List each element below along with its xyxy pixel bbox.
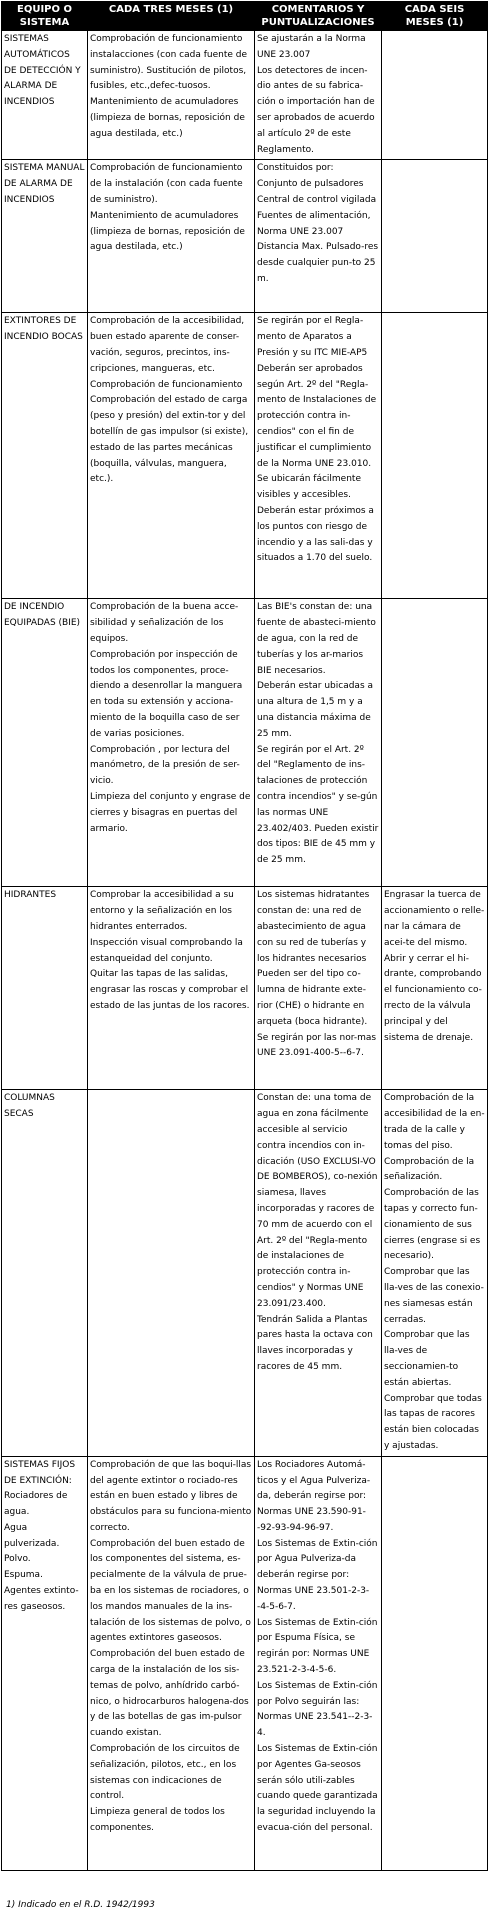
table-row (2, 160, 488, 313)
table-row (2, 1456, 488, 1870)
cell-equipo: EXTINTORES DE INCENDIO BOCAS (2, 313, 88, 599)
table-row (2, 1090, 488, 1456)
cell-tres-meses: Comprobación de la buena acce-sibilidad y señalización de los equipos. Comprobación por inspección de todos los componentes, proce-diendo a desenrollar la manguera en toda su extensión y acciona-miento de la boquilla caso de ser de varias posiciones. Comprobación , por lectura del manómetro, de la presión de ser-vicio. Limpieza del conjunto y engrase de cierres y bisagras en puertas del armario. (88, 599, 255, 887)
cell-tres-meses: Comprobar la accesibilidad a su entorno y la señalización en los hidrantes enterrados. Inspección visual comprobando la estanqueidad del conjunto. Quitar las tapas de las salidas, engrasar las roscas y comprobar el estado de las juntas de los racores. (88, 887, 255, 1090)
cell-comentarios: Constan de: una toma de agua en zona fácilmente accesible al servicio contra incendios con in-dicación (USO EXCLUSI-VO DE BOMBEROS), co-nexión siamesa, llaves incorporadas y racores de 70 mm de acuerdo con el Art. 2º del "Regla-mento de instalaciones de protección contra in-cendios" y Normas UNE 23.091/23.400. Tendrán Salida a Plantas pares hasta la octava con llaves incorporadas y racores de 45 mm. (255, 1090, 382, 1456)
cell-tres-meses (88, 1090, 255, 1456)
cell-seis-meses (382, 1456, 488, 1870)
cell-comentarios: Constituidos por: Conjunto de pulsadores Central de control vigilada Fuentes de alimentación, Norma UNE 23.007 Distancia Max. Pulsado-res desde cualquier pun-to 25 m. (255, 160, 382, 313)
cell-equipo: SISTEMAS FIJOS DE EXTINCIÓN: Rociadores de agua. Agua pulverizada. Polvo. Espuma. Agentes extinto-res gaseosos. (2, 1456, 88, 1870)
table-row (2, 599, 488, 887)
maintenance-table (1, 1, 488, 1871)
header-comentarios: COMENTARIOS Y PUNTUALIZACIONES (255, 2, 382, 31)
table-row (2, 313, 488, 599)
header-cada-tres-meses: CADA TRES MESES (1) (88, 2, 255, 31)
cell-tres-meses: Comprobación de funcionamiento de la instalación (con cada fuente de suministro). Mantenimiento de acumuladores (limpieza de bornas, reposición de agua destilada, etc.) (88, 160, 255, 313)
cell-tres-meses: Comprobación de funcionamiento instalacciones (con cada fuente de suministro). Sustitución de pilotos, fusibles, etc.,defec-tuosos. Mantenimiento de acumuladores (limpieza de bornas, reposición de agua destilada, etc.) (88, 31, 255, 160)
cell-comentarios: Los sistemas hidratantes constan de: una red de abastecimiento de agua con su red de tuberías y los hidrantes necesarios Pueden ser del tipo co-lumna de hidrante exte-rior (CHE) o hidrante en arqueta (boca hidrante). Se regirán por las nor-mas UNE 23.091-400-5--6-7. (255, 887, 382, 1090)
cell-comentarios: Se ajustarán a la Norma UNE 23.007 Los detectores de incen-dio antes de su fabrica-ción o importación han de ser aprobados de acuerdo al artículo 2º de este Reglamento. (255, 31, 382, 160)
header-cada-seis-meses: CADA SEIS MESES (1) (382, 2, 488, 31)
cell-seis-meses: Comprobación de la accesibilidad de la en-trada de la calle y tomas del piso. Comprobación de la señalización. Comprobación de las tapas y correcto fun-cionamiento de sus cierres (engrase si es necesario). Comprobar que las lla-ves de las conexio-nes siamesas están cerradas. Comprobar que las lla-ves de seccionamien-to están abiertas. Comprobar que todas las tapas de racores están bien colocadas y ajustadas. (382, 1090, 488, 1456)
cell-equipo: SISTEMAS AUTOMÁTICOS DE DETECCIÓN Y ALARMA DE INCENDIOS (2, 31, 88, 160)
cell-tres-meses: Comprobación de que las boqui-llas del agente extintor o rociado-res están en buen estado y libres de obstáculos para su funciona-miento correcto. Comprobación del buen estado de los componentes del sistema, es-pecialmente de la válvula de prue-ba en los sistemas de rociadores, o los mandos manuales de la ins-talación de los sistemas de polvo, o agentes extintores gaseosos. Comprobación del buen estado de carga de la instalación de los sis-temas de polvo, anhídrido carbó-nico, o hidrocarburos halogena-dos y de las botellas de gas im-pulsor cuando existan. Comprobación de los circuitos de señalización, pilotos, etc., en los sistemas con indicaciones de control. Limpieza general de todos los componentes. (88, 1456, 255, 1870)
table-row (2, 31, 488, 160)
cell-comentarios: Se regirán por el Regla-mento de Aparatos a Presión y su ITC MIE-AP5 Deberán ser aprobados según Art. 2º del "Regla-mento de Instalaciones de protección contra in-cendios" con el fin de justificar el cumplimiento de la Norma UNE 23.010. Se ubicarán fácilmente visibles y accesibles. Deberán estar próximos a los puntos con riesgo de incendio y a las sali-das y situados a 1.70 del suelo. (255, 313, 382, 599)
cell-seis-meses (382, 599, 488, 887)
cell-tres-meses: Comprobación de la accesibilidad, buen estado aparente de conser-vación, seguros, precintos, ins-cripciones, mangueras, etc. Comprobación de funcionamiento Comprobación del estado de carga (peso y presión) del extin-tor y del botellín de gas impulsor (si existe), estado de las partes mecánicas (boquilla, válvulas, manguera, etc.). (88, 313, 255, 599)
cell-seis-meses (382, 313, 488, 599)
cell-seis-meses (382, 160, 488, 313)
cell-seis-meses (382, 31, 488, 160)
cell-comentarios: Los Rociadores Automá-ticos y el Agua Pulveriza-da, deberán regirse por: Normas UNE 23.590-91--92-93-94-96-97. Los Sistemas de Extin-ción por Agua Pulveriza-da deberán regirse por: Normas UNE 23.501-2-3--4-5-6-7. Los Sistemas de Extin-ción por Espuma Física, se regirán por: Normas UNE 23.521-2-3-4-5-6. Los Sistemas de Extin-ción por Polvo seguirán las: Normas UNE 23.541--2-3-4. Los Sistemas de Extin-ción por Agentes Ga-seosos serán sólo utili-zables cuando quede garantizada la seguridad incluyendo la evacua-ción del personal. (255, 1456, 382, 1870)
table-header-row (2, 2, 488, 31)
table-row (2, 887, 488, 1090)
cell-equipo: HIDRANTES (2, 887, 88, 1090)
header-equipo: EQUIPO O SISTEMA (2, 2, 88, 31)
footnote: 1) Indicado en el R.D. 1942/1993 (6, 1900, 155, 1910)
cell-equipo: COLUMNAS SECAS (2, 1090, 88, 1456)
cell-equipo: DE INCENDIO EQUIPADAS (BIE) (2, 599, 88, 887)
cell-equipo: SISTEMA MANUAL DE ALARMA DE INCENDIOS (2, 160, 88, 313)
cell-seis-meses: Engrasar la tuerca de accionamiento o relle-nar la cámara de acei-te del mismo. Abrir y cerrar el hi-drante, comprobando el funcionamiento co-rrecto de la válvula principal y del sistema de drenaje. (382, 887, 488, 1090)
cell-comentarios: Las BIE's constan de: una fuente de abasteci-miento de agua, con la red de tuberías y los ar-marios BIE necesarios. Deberán estar ubicadas a una altura de 1,5 m y a una distancia máxima de 25 mm. Se regirán por el Art. 2º del "Reglamento de ins-talaciones de protección contra incendios" y se-gún las normas UNE 23.402/403. Pueden existir dos tipos: BIE de 45 mm y de 25 mm. (255, 599, 382, 887)
